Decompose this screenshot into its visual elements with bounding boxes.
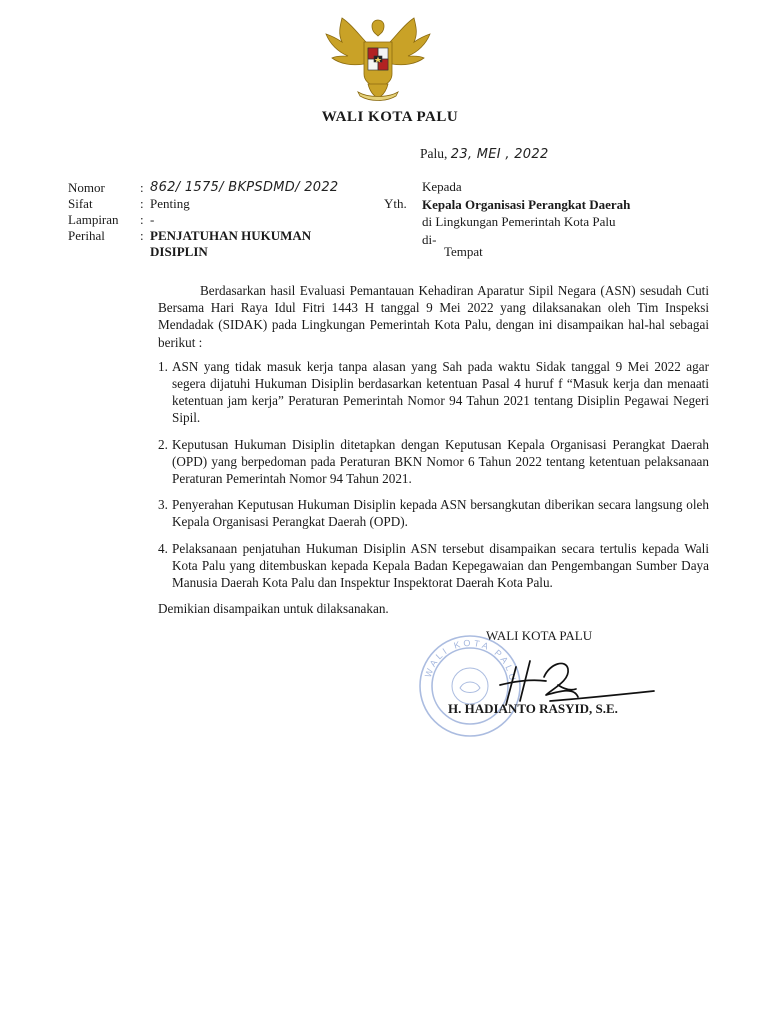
garuda-emblem-icon: [318, 12, 438, 104]
list-item: [158, 540, 709, 592]
perihal-label: Perihal: [68, 228, 105, 243]
recipient-name: Kepala Organisasi Perangkat Daerah: [422, 196, 631, 212]
list-number: 2.: [158, 436, 168, 452]
recipient-block: [422, 178, 630, 248]
meta-row-lampiran: [68, 212, 370, 228]
nomor-label: Nomor: [68, 180, 105, 195]
tempat-label: Tempat: [444, 244, 483, 259]
separator: :: [140, 212, 144, 227]
list-text: ASN yang tidak masuk kerja tanpa alasan yang Sah pada waktu Sidak tanggal 9 Mei 2022 agar segera dijatuhi Hukuman Disiplin berdasarkan ketentuan Pasal 4 huruf f “Masuk kerja dan menaati ketentuan jam kerja” Peraturan Pemerintah Nomor 94 Tahun 2021 tentang Disiplin Pegawai Negeri Sipil.: [172, 358, 709, 426]
list-number: 4.: [158, 540, 168, 556]
nomor-value: 862/ 1575/ BKPSDMD/ 2022: [150, 180, 339, 195]
lampiran-value: -: [150, 212, 155, 227]
stamp-text: WALI KOTA PALU: [422, 637, 519, 684]
meta-row-nomor: [68, 180, 370, 196]
letter-meta: [68, 180, 370, 260]
sifat-label: Sifat: [68, 196, 93, 211]
place-city: Palu,: [420, 146, 448, 161]
separator: :: [140, 180, 144, 195]
perihal-line-2: DISIPLIN: [150, 244, 208, 259]
list-text: Penyerahan Keputusan Hukuman Disiplin kepada ASN bersangkutan diberikan secara langsung oleh Kepala Organisasi Perangkat Daerah (OPD).: [172, 497, 709, 530]
office-heading: WALI KOTA PALU: [321, 109, 459, 125]
meta-row-perihal: [68, 228, 370, 260]
list-text: Pelaksanaan penjatuhan Hukuman Disiplin ASN tersebut disampaikan secara tertulis kepada Wali Kota Palu yang ditembuskan kepada Kepala Badan Kepegawaian dan Pengembangan Sumber Daya Manusia Daerah Kota Palu dan Inspektur Inspektorat Daerah Kota Palu.: [172, 540, 709, 591]
kepada-label: Kepada: [422, 179, 462, 194]
yth-label: Yth.: [384, 196, 407, 211]
closing-sentence: Demikian disampaikan untuk dilaksanakan.: [158, 601, 389, 617]
separator: :: [140, 228, 144, 243]
lampiran-label: Lampiran: [68, 212, 119, 227]
meta-row-sifat: [68, 196, 370, 212]
handwritten-date: 23, MEI , 2022: [450, 147, 549, 162]
di-label: di-: [422, 231, 437, 247]
list-number: 3.: [158, 497, 168, 513]
recipient-scope: di Lingkungan Pemerintah Kota Palu: [422, 214, 616, 229]
perihal-line-1: PENJATUHAN HUKUMAN: [150, 228, 312, 243]
separator: :: [140, 196, 144, 211]
place-date: [420, 146, 549, 162]
letter-body: [158, 282, 709, 617]
list-item: [158, 436, 709, 488]
perihal-value: [150, 228, 370, 260]
opening-paragraph: Berdasarkan hasil Evaluasi Pemantauan Kehadiran Aparatur Sipil Negara (ASN) sesudah Cuti Bersama Hari Raya Idul Fitri 1443 H tanggal 9 Mei 2022 yang dilaksanakan oleh Tim Inspeksi Mendadak (SIDAK) pada Lingkungan Pemerintah Kota Palu, dengan ini disampaikan hal-hal sebagai berikut :: [158, 283, 709, 350]
list-item: [158, 358, 709, 427]
signature-title: WALI KOTA PALU: [486, 628, 593, 643]
sifat-value: Penting: [150, 196, 190, 211]
list-item: [158, 496, 709, 530]
signatory-name: H. HADIANTO RASYID, S.E.: [448, 701, 618, 716]
list-text: Keputusan Hukuman Disiplin ditetapkan dengan Keputusan Kepala Organisasi Perangkat Daerah (OPD) yang berpedoman pada Peraturan BKN Nomor 6 Tahun 2022 tentang ketentuan pelaksanaan Peraturan Pemerintah Nomor 94 Tahun 2021.: [172, 436, 709, 487]
list-number: 1.: [158, 358, 168, 374]
points-list: [158, 358, 709, 591]
